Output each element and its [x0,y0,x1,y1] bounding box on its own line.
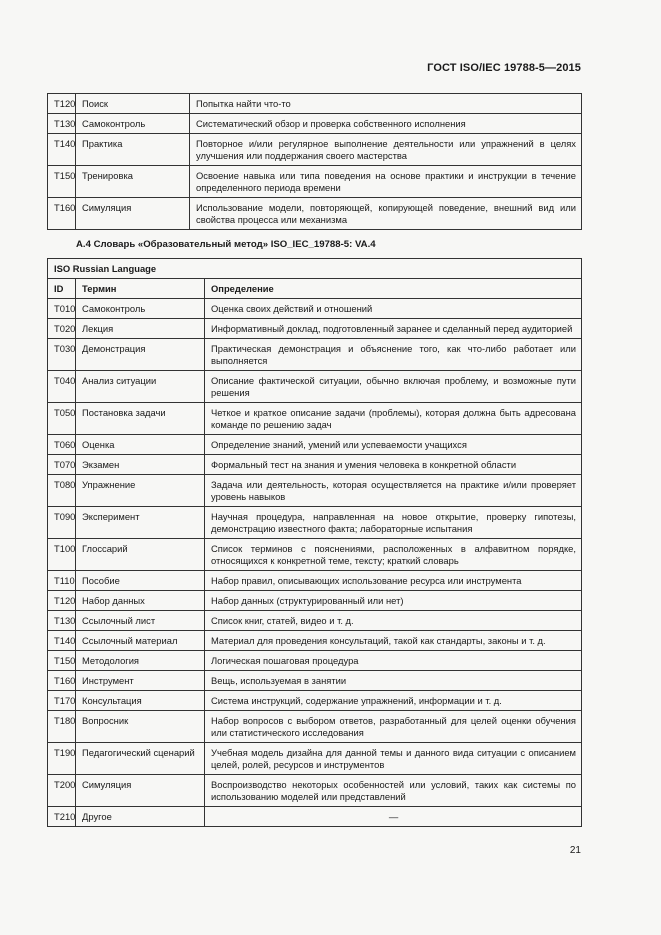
row-id: T060 [48,435,76,455]
continuation-table [47,93,582,230]
row-id: T140 [48,134,76,166]
row-definition: Практическая демонстрация и объяснение того, как что-либо работает или выполняется [205,339,582,371]
row-term: Симуляция [76,775,205,807]
row-term: Самоконтроль [76,299,205,319]
row-definition: Список терминов с пояснениями, расположенных в алфавитном порядке, относящихся к конкретной теме, тексту; краткий словарь [205,539,582,571]
table-row [48,507,582,539]
table-row [48,807,582,827]
row-term: Инструмент [76,671,205,691]
table-row [48,539,582,571]
row-definition: Список книг, статей, видео и т. д. [205,611,582,631]
column-header-row [48,279,582,299]
row-id: T070 [48,455,76,475]
row-term: Постановка задачи [76,403,205,435]
table-row [48,94,582,114]
table-row [48,166,582,198]
row-id: T150 [48,651,76,671]
language-label: ISO Russian Language [48,259,582,279]
table-row [48,571,582,591]
row-definition: Попытка найти что-то [190,94,582,114]
row-id: T130 [48,114,76,134]
page-number: 21 [569,845,581,856]
table-row [48,671,582,691]
row-definition: Набор правил, описывающих использование ресурса или инструмента [205,571,582,591]
row-id: T010 [48,299,76,319]
row-term: Эксперимент [76,507,205,539]
row-term: Другое [76,807,205,827]
row-id: T050 [48,403,76,435]
row-definition: Формальный тест на знания и умения человека в конкретной области [205,455,582,475]
row-id: T020 [48,319,76,339]
row-id: T100 [48,539,76,571]
row-definition: Четкое и краткое описание задачи (проблемы), которая должна быть адресована команде по решению задач [205,403,582,435]
row-definition: Определение знаний, умений или успеваемости учащихся [205,435,582,455]
row-term: Оценка [76,435,205,455]
language-header-row [48,259,582,279]
table-row [48,435,582,455]
row-id: T040 [48,371,76,403]
row-term: Вопросник [76,711,205,743]
row-definition: Задача или деятельность, которая осуществляется на практике и/или проверяет уровень навыков [205,475,582,507]
document-header: ГОСТ ISO/IEC 19788-5—2015 [427,62,581,74]
table-row [48,114,582,134]
row-definition: Воспроизводство некоторых особенностей или условий, таких как системы по использованию моделей или представлений [205,775,582,807]
row-term: Набор данных [76,591,205,611]
row-definition: Набор данных (структурированный или нет) [205,591,582,611]
row-id: T090 [48,507,76,539]
row-definition: Система инструкций, содержание упражнений, информации и т. д. [205,691,582,711]
row-definition: Набор вопросов с выбором ответов, разработанный для целей оценки обучения или статистического исследования [205,711,582,743]
row-id: T190 [48,743,76,775]
row-id: T180 [48,711,76,743]
row-definition: Освоение навыка или типа поведения на основе практики и инструкции в течение определенного периода времени [190,166,582,198]
table-row [48,631,582,651]
row-term: Тренировка [76,166,190,198]
row-definition: Оценка своих действий и отношений [205,299,582,319]
row-id: T130 [48,611,76,631]
row-id: T160 [48,671,76,691]
row-definition: Материал для проведения консультаций, такой как стандарты, законы и т. д. [205,631,582,651]
row-id: T120 [48,94,76,114]
row-term: Методология [76,651,205,671]
row-definition: Использование модели, повторяющей, копирующей поведение, внешний вид или свойства процесса или механизма [190,198,582,230]
table-row [48,651,582,671]
table-row [48,591,582,611]
row-term: Экзамен [76,455,205,475]
row-id: T120 [48,591,76,611]
table-row [48,775,582,807]
row-id: T140 [48,631,76,651]
table-row [48,403,582,435]
row-term: Самоконтроль [76,114,190,134]
row-term: Практика [76,134,190,166]
row-id: T080 [48,475,76,507]
row-term: Симуляция [76,198,190,230]
row-term: Ссылочный материал [76,631,205,651]
row-definition: Описание фактической ситуации, обычно включая проблему, и возможные пути решения [205,371,582,403]
table-row [48,475,582,507]
row-definition: — [205,807,582,827]
column-header-term: Термин [76,279,205,299]
row-term: Поиск [76,94,190,114]
table-row [48,711,582,743]
row-id: T170 [48,691,76,711]
column-header-id: ID [48,279,76,299]
row-id: T160 [48,198,76,230]
row-term: Консультация [76,691,205,711]
row-id: T200 [48,775,76,807]
table-row [48,198,582,230]
table-row [48,691,582,711]
row-term: Упражнение [76,475,205,507]
row-id: T030 [48,339,76,371]
row-definition: Учебная модель дизайна для данной темы и данного вида ситуации с описанием целей, ролей, ресурсов и инструментов [205,743,582,775]
row-id: T110 [48,571,76,591]
row-definition: Научная процедура, направленная на новое открытие, проверку гипотезы, демонстрацию известного факта; лабораторные испытания [205,507,582,539]
row-definition: Систематический обзор и проверка собственного исполнения [190,114,582,134]
row-term: Лекция [76,319,205,339]
column-header-definition: Определение [205,279,582,299]
table-row [48,134,582,166]
table-row [48,611,582,631]
section-title: А.4 Словарь «Образовательный метод» ISO_IEC_19788-5: VA.4 [76,239,376,250]
table-row [48,299,582,319]
row-id: T210 [48,807,76,827]
table-row [48,371,582,403]
row-term: Анализ ситуации [76,371,205,403]
row-definition: Информативный доклад, подготовленный заранее и сделанный перед аудиторией [205,319,582,339]
row-definition: Повторное и/или регулярное выполнение деятельности или упражнений в целях улучшения или поддержания своего мастерства [190,134,582,166]
row-definition: Вещь, используемая в занятии [205,671,582,691]
table-row [48,339,582,371]
vocabulary-table [47,258,582,827]
table-row [48,743,582,775]
row-term: Глоссарий [76,539,205,571]
row-term: Демонстрация [76,339,205,371]
row-term: Ссылочный лист [76,611,205,631]
row-term: Педагогический сценарий [76,743,205,775]
row-term: Пособие [76,571,205,591]
table-row [48,319,582,339]
row-id: T150 [48,166,76,198]
table-row [48,455,582,475]
row-definition: Логическая пошаговая процедура [205,651,582,671]
